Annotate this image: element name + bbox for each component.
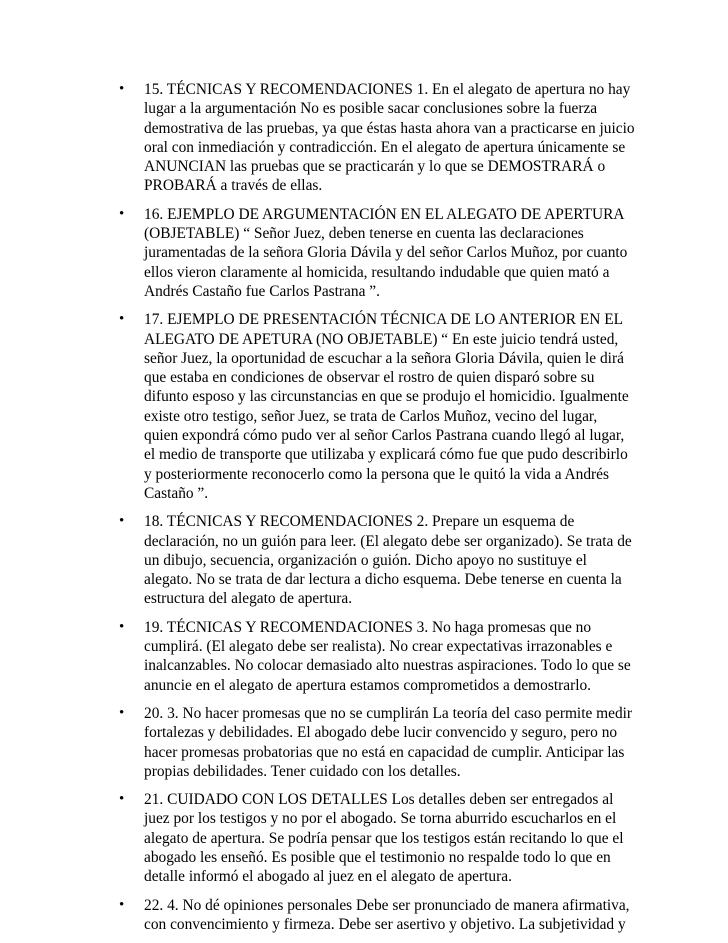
list-item [115,80,635,196]
list-item [115,205,635,301]
list-item-text: 22. 4. No dé opiniones personales Debe ser pronunciado de manera afirmativa, con convencimiento y firmeza. Debe ser asertivo y objetivo. La subjetividad y [144,896,630,933]
list-item-text: 21. CUIDADO CON LOS DETALLES Los detalles deben ser entregados al juez por los testigos y no por el abogado. Se torna aburrido escucharlos en el alegato de apertura. Se podría pensar que los testigos están recitando lo que el abogado les enseñó. Es posible que el testimonio no respalde todo lo que en detalle informó el abogado al juez en el alegato de apertura. [144,791,624,886]
bullet-icon: • [119,311,125,328]
numbered-bullet-list [115,80,635,943]
bullet-icon: • [119,896,125,913]
list-item [115,790,635,886]
list-item [115,512,635,608]
list-item-text: 15. TÉCNICAS Y RECOMENDACIONES 1. En el alegato de apertura no hay lugar a la argumentación No es posible sacar conclusiones sobre la fuerza demostrativa de las pruebas, ya que éstas hasta ahora van a practicarse en juicio oral con inmediación y contradicción. En el alegato de apertura únicamente se ANUNCIAN las pruebas que se practicarán y lo que se DEMOSTRARÁ o PROBARÁ a través de ellas. [144,81,635,195]
bullet-icon: • [119,81,125,97]
list-item-text: 16. EJEMPLO DE ARGUMENTACIÓN EN EL ALEGATO DE APERTURA (OBJETABLE) “ Señor Juez, deben tenerse en cuenta las declaraciones juramentadas de la señora Gloria Dávila y del señor Carlos Muñoz, por cuanto ellos vieron claramente al homicida, resultando indudable que quien mató a Andrés Castaño fue Carlos Pastrana ”. [144,205,628,300]
list-item-text: 19. TÉCNICAS Y RECOMENDACIONES 3. No haga promesas que no cumplirá. (El alegato debe ser realista). No crear expectativas irrazonables e inalcanzables. No colocar demasiado alto nuestras aspiraciones. Todo lo que se anuncie en el alegato de apertura estamos comprometidos a demostrarlo. [144,618,631,694]
list-item [115,896,635,935]
list-item-text: 20. 3. No hacer promesas que no se cumplirán La teoría del caso permite medir fortalezas y debilidades. El abogado debe lucir convencido y seguro, pero no hacer promesas probatorias que no está en capacidad de cumplir. Anticipar las propias debilidades. Tener cuidado con los detalles. [144,704,633,780]
list-item [115,704,635,781]
bullet-icon: • [119,513,125,530]
list-item [115,310,635,503]
bullet-icon: • [119,791,125,808]
list-item-text: 18. TÉCNICAS Y RECOMENDACIONES 2. Prepare un esquema de declaración, no un guión para leer. (El alegato debe ser organizado). Se trata de un dibujo, secuencia, organización o guión. Dicho apoyo no sustituye el alegato. No se trata de dar lectura a dicho esquema. Debe tenerse en cuenta la estructura del alegato de apertura. [144,513,632,608]
bullet-icon: • [119,205,125,222]
list-item-text: 17. EJEMPLO DE PRESENTACIÓN TÉCNICA DE LO ANTERIOR EN EL ALEGATO DE APETURA (NO OBJETABLE) “ En este juicio tendrá usted, señor Juez, la oportunidad de escuchar a la señora Gloria Dávila, quien le dirá que estaba en condiciones de observar el rostro de quien disparó sobre su difunto esposo y las circunstancias en que se produjo el homicidio. Igualmente existe otro testigo, señor Juez, se trata de Carlos Muñoz, vecino del lugar, quien expondrá cómo pudo ver al señor Carlos Pastrana cuando llegó al lugar, el medio de transporte que utilizaba y explicará cómo fue que pudo describirlo y posteriormente reconocerlo como la persona que le quitó la vida a Andrés Castaño ”. [144,311,629,502]
bullet-icon: • [119,618,125,635]
bullet-icon: • [119,704,125,721]
list-item [115,618,635,695]
